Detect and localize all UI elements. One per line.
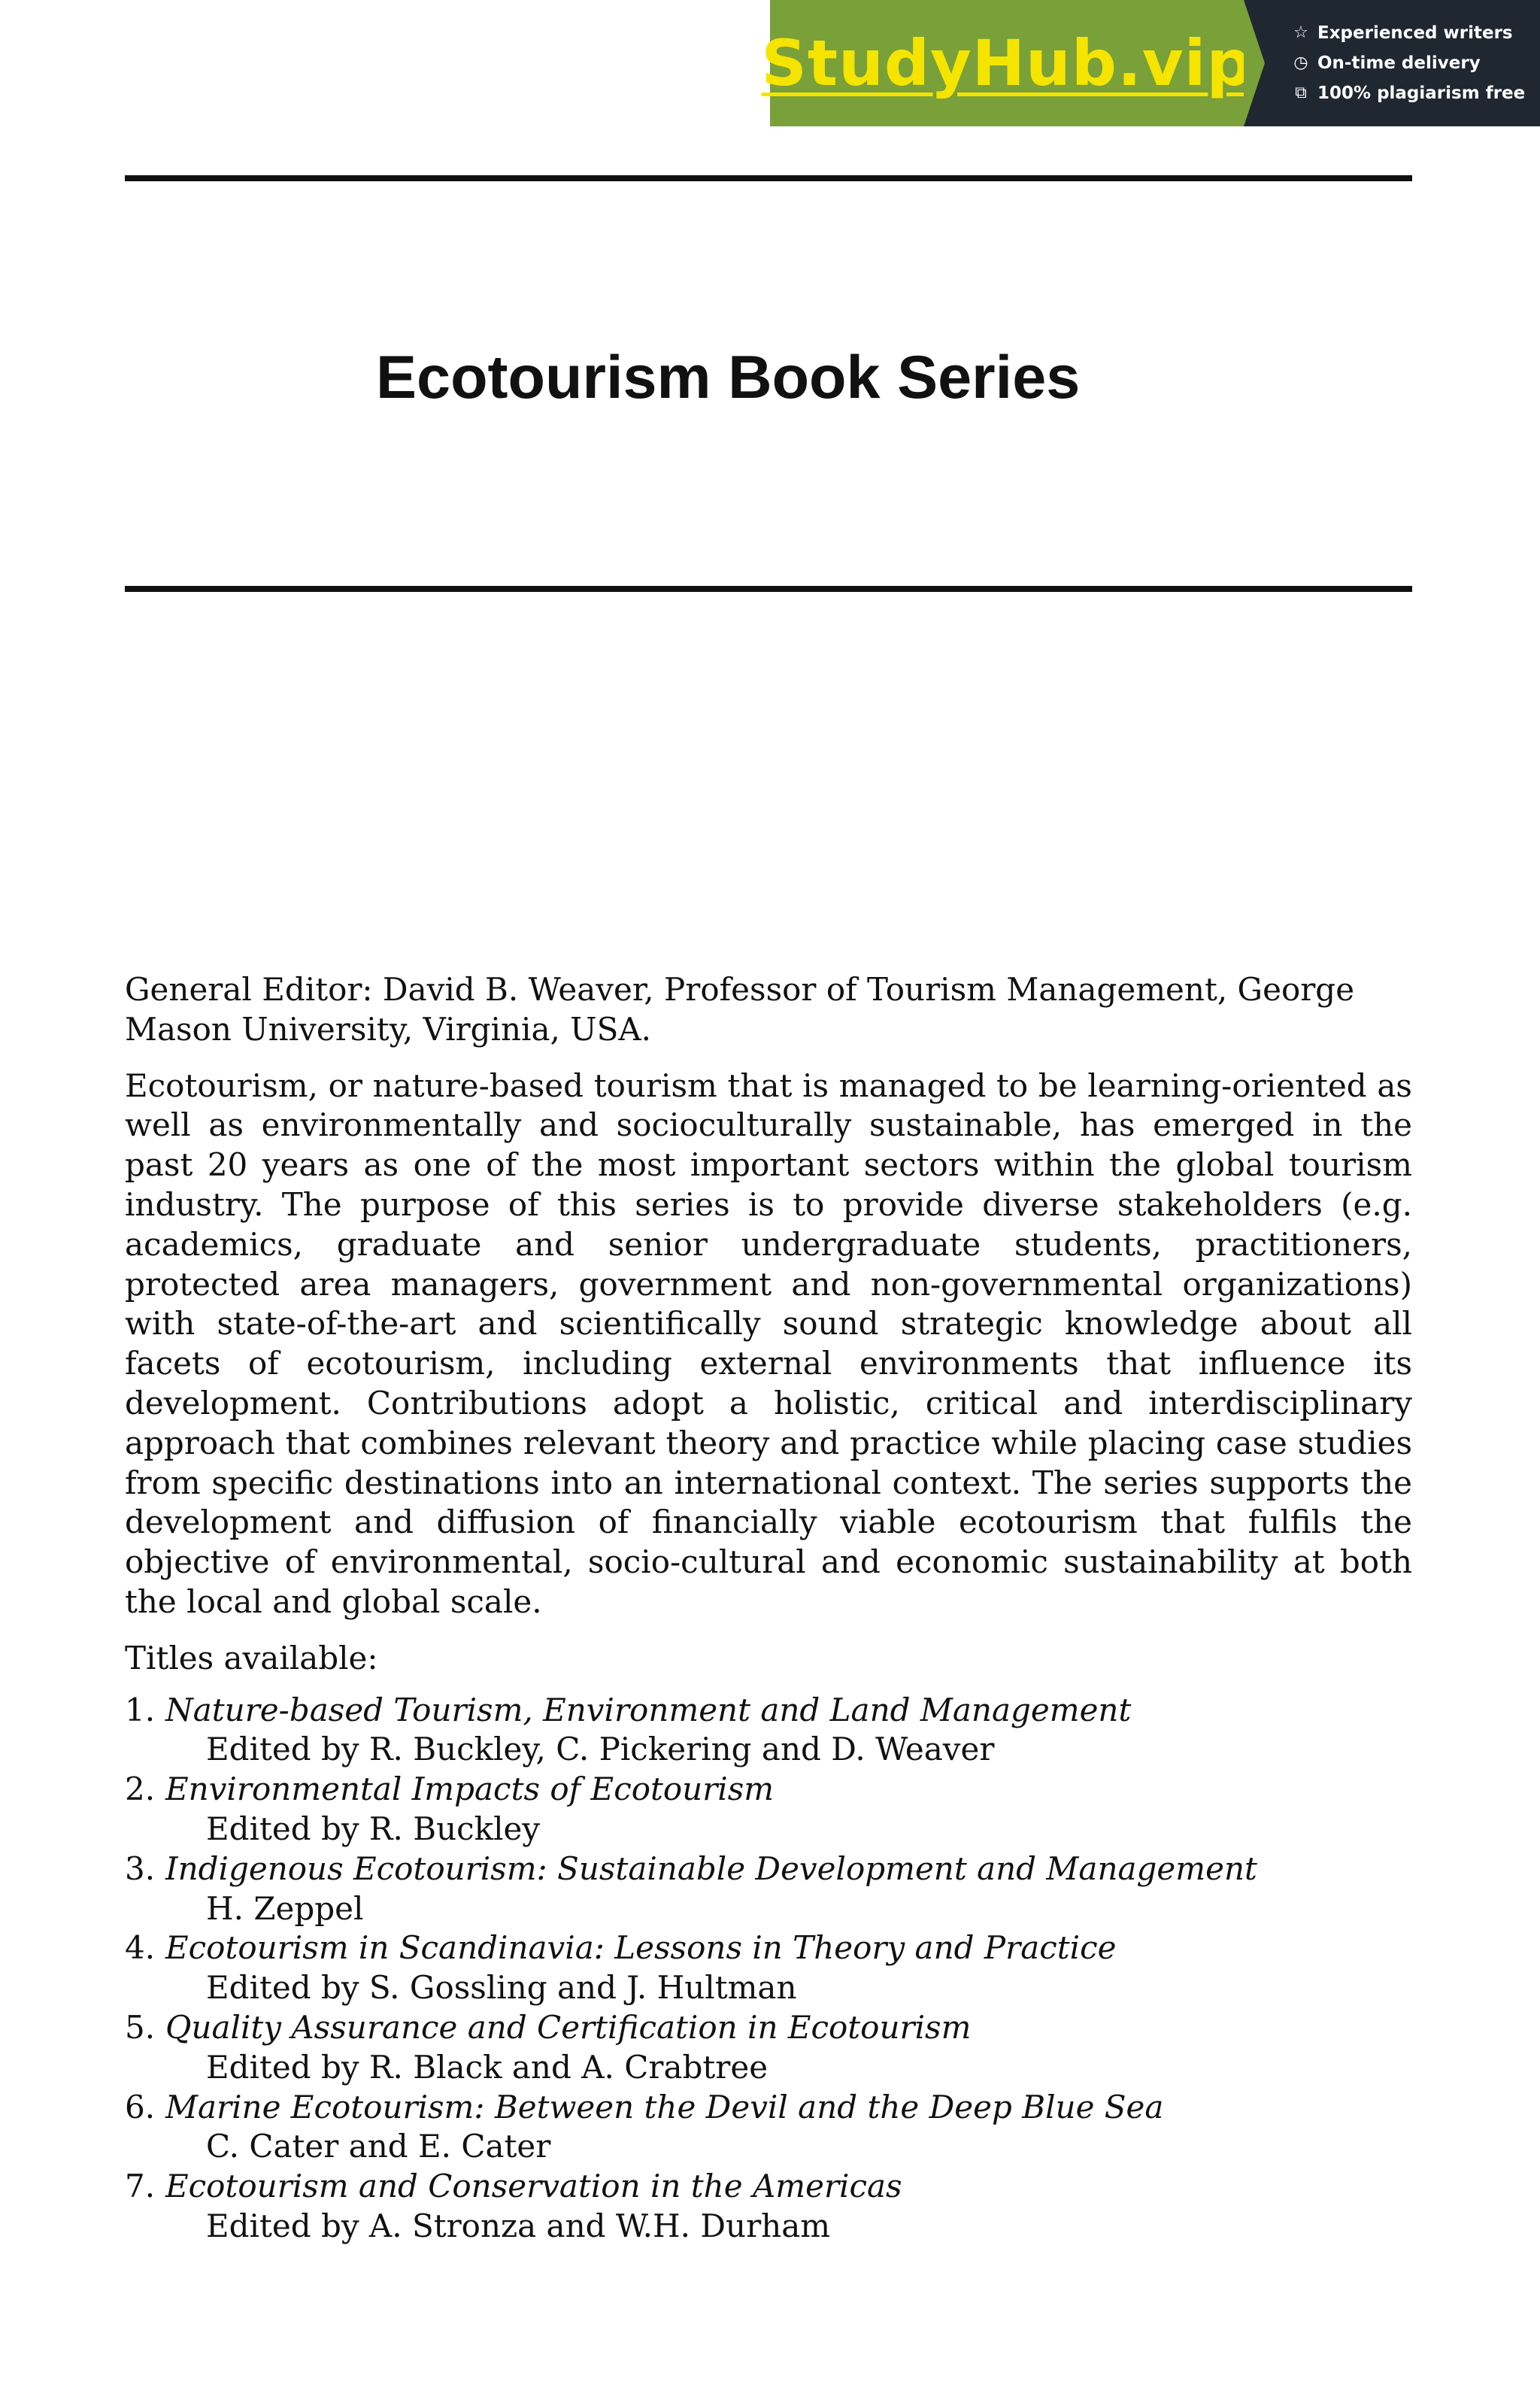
book-title: Ecotourism and Conservation in the Americas — [165, 2168, 902, 2205]
item-number: 5. — [125, 2008, 156, 2046]
studyhub-logo-text: StudyHub.vip — [761, 26, 1253, 100]
book-editors: Edited by S. Gossling and J. Hultman — [206, 1969, 797, 2007]
feature-label: Experienced writers — [1317, 23, 1513, 43]
item-number: 3. — [125, 1849, 156, 1887]
book-title: Marine Ecotourism: Between the Devil and the Deep Blue Sea — [165, 2088, 1164, 2125]
copy-icon: ⧉ — [1295, 83, 1307, 102]
book-editors: C. Cater and E. Cater — [206, 2128, 551, 2165]
general-editor: General Editor: David B. Weaver, Professor of Tourism Management, George Mason University, Virginia, USA. — [125, 971, 1355, 1048]
book-title: Nature-based Tourism, Environment and Land Management — [165, 1691, 1132, 1728]
feature-on-time-delivery — [1292, 52, 1540, 74]
page-content — [125, 970, 1412, 2247]
star-icon: ☆ — [1293, 23, 1308, 42]
book-editors: Edited by A. Stronza and W.H. Durham — [206, 2207, 831, 2244]
list-item — [125, 1849, 1412, 1929]
book-editors: Edited by R. Buckley, C. Pickering and D. Weaver — [206, 1731, 995, 1768]
studyhub-logo[interactable] — [761, 0, 1253, 126]
item-number: 2. — [125, 1770, 156, 1808]
list-item — [125, 2088, 1412, 2168]
book-title: Quality Assurance and Certification in Ecotourism — [165, 2008, 972, 2046]
page-title: Ecotourism Book Series — [376, 344, 1081, 411]
titles-heading: Titles available: — [125, 1639, 378, 1676]
clock-icon: ◷ — [1293, 53, 1308, 72]
book-title: Environmental Impacts of Ecotourism — [165, 1770, 775, 1808]
banner-features — [1244, 0, 1540, 126]
item-number: 6. — [125, 2088, 156, 2125]
feature-label: 100% plagiarism free — [1317, 83, 1526, 103]
feature-label: On-time delivery — [1317, 53, 1481, 73]
list-item — [125, 2008, 1412, 2088]
book-title: Indigenous Ecotourism: Sustainable Development and Management — [165, 1849, 1257, 1887]
series-description: Ecotourism, or nature-based tourism that is managed to be learning-oriented as well as environmentally and socioculturally sustainable, has emerged in the past 20 years as one of the most important sectors within the global tourism industry. The purpose of this series is to provide diverse stakeholders (e.g. academics, graduate and senior undergraduate students, practitioners, protected area managers, government and non-governmental organizations) with state-of-the-art and scientifically sound strategic knowledge about all facets of ecotourism, including external environments that influence its development. Contributions adopt a holistic, critical and interdisciplinary approach that combines relevant theory and practice while placing case studies from specific destinations into an international context. The series supports the development and diffusion of financially viable ecotourism that fulfils the objective of environmental, socio-cultural and economic sustainability at both the local and global scale. — [125, 1067, 1412, 1620]
item-number: 4. — [125, 1929, 156, 1967]
item-number: 7. — [125, 2168, 156, 2205]
book-editors: Edited by R. Buckley — [206, 1810, 541, 1847]
top-rule — [125, 175, 1412, 181]
item-number: 1. — [125, 1691, 156, 1728]
book-title: Ecotourism in Scandinavia: Lessons in Theory and Practice — [165, 1929, 1117, 1967]
studyhub-banner[interactable] — [761, 0, 1540, 126]
feature-plagiarism-free — [1292, 82, 1540, 105]
feature-experienced-writers — [1292, 22, 1540, 44]
bottom-rule — [125, 586, 1412, 592]
book-editors: Edited by R. Black and A. Crabtree — [206, 2048, 768, 2086]
list-item — [125, 1691, 1412, 1770]
list-item — [125, 1770, 1412, 1849]
list-item — [125, 1928, 1412, 2008]
book-editors: H. Zeppel — [206, 1889, 364, 1927]
titles-list — [125, 1691, 1412, 2247]
list-item — [125, 2167, 1412, 2247]
